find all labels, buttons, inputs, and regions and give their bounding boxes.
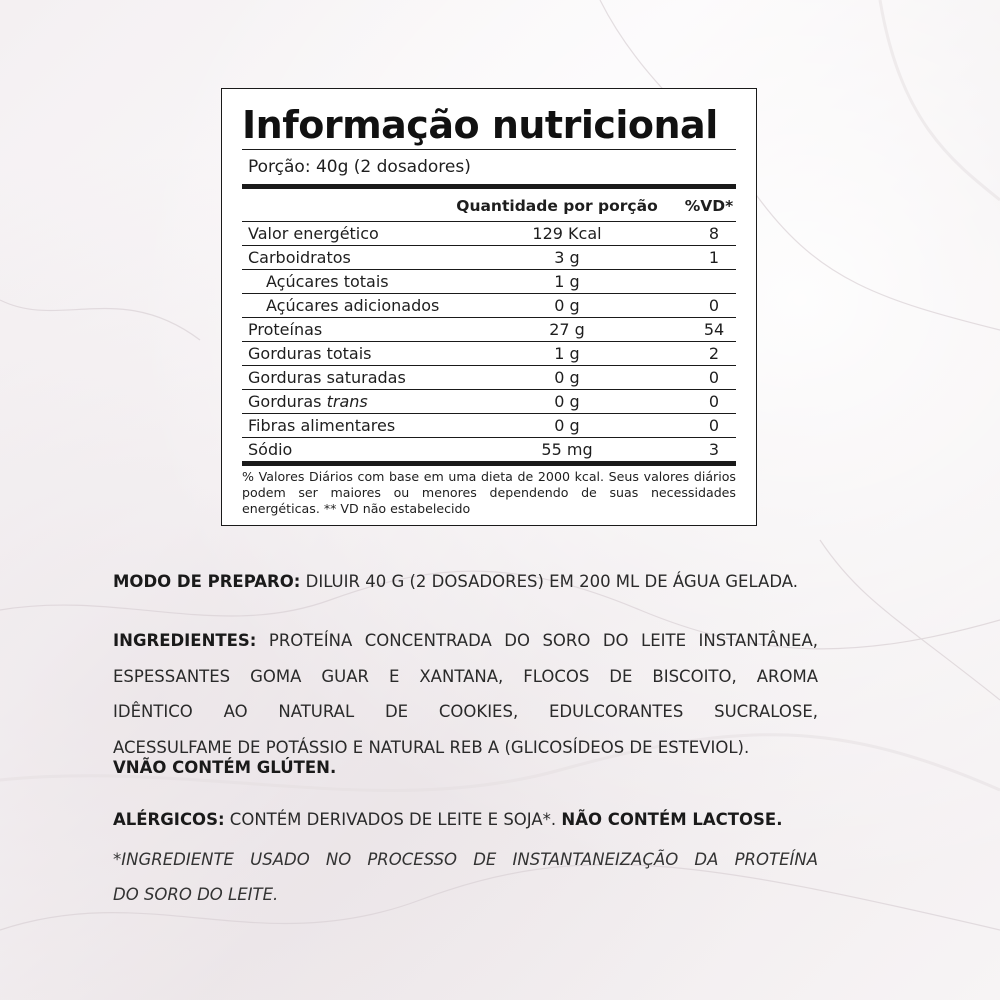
- allergens-note-line-2: DO SORO DO LEITE.: [113, 885, 279, 904]
- nutrient-qty: 0 g: [554, 296, 580, 315]
- nutrient-name: Gorduras totais: [248, 344, 372, 363]
- nutrient-name: Sódio: [248, 440, 293, 459]
- nutrient-qty: 129 Kcal: [532, 224, 602, 243]
- nutrient-vd: 54: [703, 320, 725, 339]
- allergens-note-line-1: *INGREDIENTE USADO NO PROCESSO DE INSTANTANEIZAÇÃO DA PROTEÍNA: [113, 850, 818, 869]
- table-row: [242, 294, 736, 318]
- table-row: [242, 222, 736, 246]
- table-row: [242, 246, 736, 270]
- ingredients-label: INGREDIENTES:: [113, 631, 257, 650]
- nutrient-qty: 55 mg: [541, 440, 593, 459]
- nutrient-vd: 8: [708, 224, 720, 243]
- nutrient-qty: 0 g: [554, 368, 580, 387]
- nutrient-name: Açúcares totais: [266, 272, 389, 291]
- ingredients-list: [113, 623, 818, 765]
- table-row: [242, 366, 736, 390]
- nutrient-vd: 2: [708, 344, 720, 363]
- allergens-label: ALÉRGICOS:: [113, 810, 225, 829]
- allergens-info: [113, 810, 818, 829]
- nutrition-footnote: % Valores Diários com base em uma dieta de 2000 kcal. Seus valores diários podem ser maiores ou menores dependendo de suas necessidades energéticas. ** VD não estabelecido: [242, 469, 736, 516]
- preparation-label: MODO DE PREPARO:: [113, 572, 301, 591]
- header-empty: [242, 189, 432, 221]
- preparation-text: DILUIR 40 G (2 DOSADORES) EM 200 ML DE ÁGUA GELADA.: [300, 572, 798, 591]
- nutrient-name: [242, 390, 432, 413]
- nutrient-vd: 0: [708, 392, 720, 411]
- table-row: [242, 414, 736, 438]
- nutrient-qty: 0 g: [554, 416, 580, 435]
- table-header: [242, 189, 736, 221]
- lactose-warning: NÃO CONTÉM LACTOSE.: [561, 810, 783, 829]
- nutrient-vd: 3: [708, 440, 720, 459]
- nutrient-name: Gorduras saturadas: [248, 368, 406, 387]
- allergens-text: CONTÉM DERIVADOS DE LEITE E SOJA*.: [224, 810, 562, 829]
- nutrient-name: Proteínas: [248, 320, 323, 339]
- nutrient-qty: 3 g: [554, 248, 580, 267]
- table-row: [242, 342, 736, 366]
- nutrient-vd: [692, 270, 736, 293]
- nutrient-qty: 1 g: [554, 272, 580, 291]
- ingredients-line-2: ESPESSANTES GOMA GUAR E XANTANA, FLOCOS DE BISCOITO, AROMA: [113, 666, 818, 686]
- nutrient-name: Carboidratos: [248, 248, 351, 267]
- nutrient-vd: 0: [708, 368, 720, 387]
- nutrition-title: Informação nutricional: [242, 103, 718, 147]
- header-qty: Quantidade por porção: [456, 197, 658, 215]
- ingredients-line-4: ACESSULFAME DE POTÁSSIO E NATURAL REB A (GLICOSÍDEOS DE ESTEVIOL).: [113, 737, 750, 757]
- ingredients-line-1: PROTEÍNA CONCENTRADA DO SORO DO LEITE INSTANTÂNEA,: [256, 631, 818, 650]
- table-row: [242, 390, 736, 414]
- nutrient-vd: 0: [708, 416, 720, 435]
- table-row: [242, 318, 736, 342]
- nutrient-name-italic: trans: [326, 392, 368, 411]
- ingredients-line-3: IDÊNTICO AO NATURAL DE COOKIES, EDULCORANTES SUCRALOSE,: [113, 702, 818, 721]
- nutrient-qty: 27 g: [549, 320, 585, 339]
- nutrition-facts-table: [221, 88, 757, 526]
- header-vd: %VD*: [684, 197, 734, 215]
- nutrient-name: Fibras alimentares: [248, 416, 396, 435]
- nutrient-vd: 1: [708, 248, 720, 267]
- gluten-warning: VNÃO CONTÉM GLÚTEN.: [113, 758, 337, 777]
- portion-size: Porção: 40g (2 dosadores): [248, 157, 471, 177]
- nutrient-qty: 1 g: [554, 344, 580, 363]
- nutrient-name: Açúcares adicionados: [266, 296, 440, 315]
- nutrient-name: Valor energético: [248, 224, 379, 243]
- table-row: [242, 438, 736, 461]
- ingredients-line: [113, 623, 818, 659]
- nutrient-qty: 0 g: [554, 392, 580, 411]
- nutrient-name-prefix: Gorduras: [248, 392, 327, 411]
- nutrient-vd: 0: [708, 296, 720, 315]
- preparation-instructions: [113, 572, 818, 591]
- table-row: [242, 270, 736, 294]
- allergens-note: [113, 842, 818, 912]
